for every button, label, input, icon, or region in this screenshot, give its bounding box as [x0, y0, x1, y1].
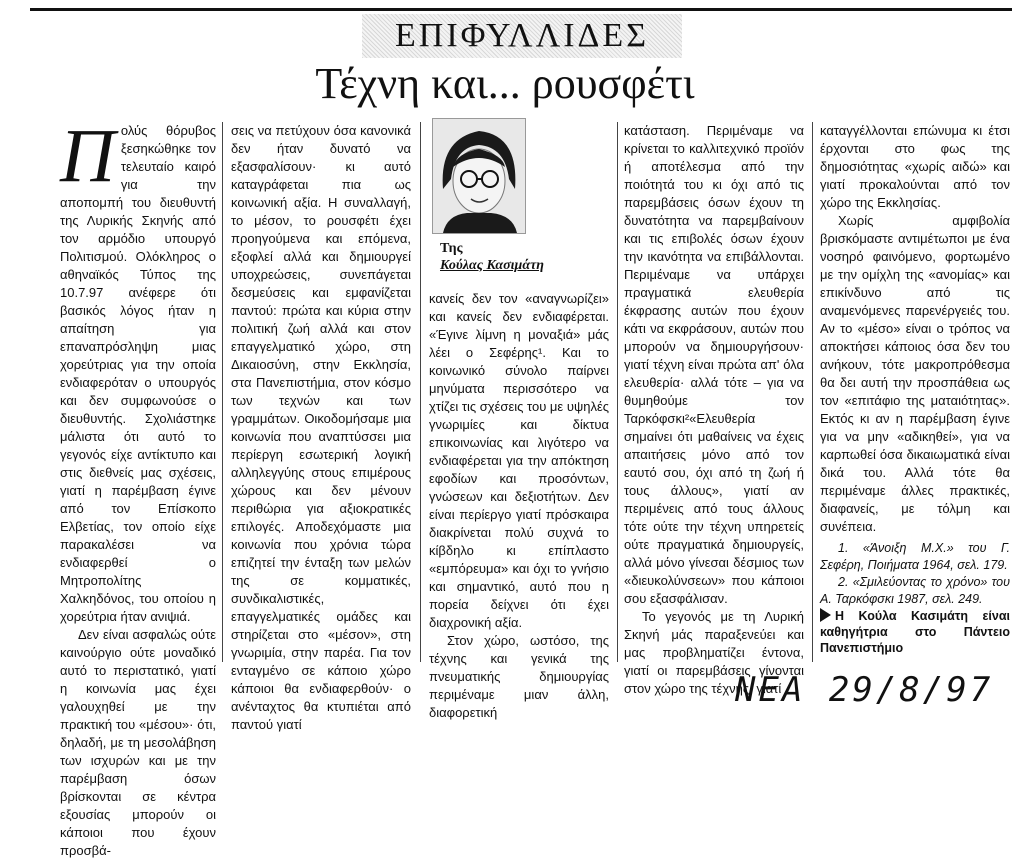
paragraph: Χωρίς αμφιβολία βρισκόμαστε αντιμέτωποι με ένα νοσηρό φαινόμενο, φορτωμένο με την ομίχλη της «ανομίας» και επικίνδυνο από τις αναμενόμενες παρενέργειές του. Αν το «μέσο» είναι ο τρόπος να αποκτήσει κάποιος όσα δεν του ανήκουν, τότε μακροπρόθεσμα θα δει αυτή την προσπάθεια ως τον «επιτάφιο της ματαιότητας». Εκτός κι αν η παρέμβαση έγινε για να μην «αδικηθεί», για να καρπωθεί όσα δικαιωματικά είναι δικά του. Αλλά τότε θα περιμέναμε άλλες πρακτικές, διαφανείς, με τόλμη και συνέπεια. [820, 213, 1010, 534]
paragraph: Στον χώρο, ωστόσο, της τέχνης και γενικά της πνευματικής δημιουργίας περιμέναμε μιαν άλλη, διαφορετική [429, 633, 609, 720]
column-divider [420, 122, 421, 662]
column-1 [60, 114, 216, 860]
byline [440, 240, 608, 274]
footnote-1: 1. «Άνοιξη Μ.Χ.» του Γ. Σεφέρη, Ποιήματα 1964, σελ. 179. [820, 541, 1010, 572]
paragraph: καταγγέλλονται επώνυμα κι έτσι έρχονται στο φως της δημοσιότητας «χωρίς αιδώ» και γιατί προκαλούνται από τον χώρο της Εκκλησίας. [820, 123, 1010, 210]
article-headline: Τέχνη και... ρουσφέτι [315, 59, 695, 108]
column-3 [429, 290, 609, 722]
handwritten-date-annotation: ΝΕΑ 29/8/97 [735, 670, 994, 710]
paragraph: κατάσταση. Περιμέναμε να κρίνεται το καλλιτεχνικό προϊόν ή αποτέλεσμα από την ποιότητά του κι όχι από τις παρεμβάσεις όσων έχουν τη δυνατότητα να παρεμβαίνουν και τις επιβολές όσων έχουν την ικανότητα να επιβάλλονται. Περιμέναμε να υπάρχει πραγματικά ελευθερία έκφρασης αυτών που έχουν κάτι να εκφράσουν, αυτών που μπορούν να δημιουργήσουν· γιατί τέχνη είναι πρώτα απ' όλα ελευθερία· αλλά τότε – για να θυμηθούμε τον Ταρκόφσκι²«Ελευθερία σημαίνει ότι μαθαίνεις να έχεις απαιτήσεις μόνο από τον εαυτό σου, όχι από τη ζωή ή τους άλλους», γιατί αν περιμένεις από τους άλλους τότε ούτε την τέχνη υπηρετείς ούτε πραγματικά δημιουργείς, αλλά μόνο γίνεσαι δέσμιος των «διευκολύνσεων» που κάποιοι σου εξασφάλισαν. [624, 123, 804, 606]
column-divider [222, 122, 223, 662]
column-divider [617, 122, 618, 662]
paragraph: Το γεγονός με τη Λυρική Σκηνή μάς παραξενεύει και μας προβληματίζει έντονα, γιατί οι παρεμβάσεις γίνονται στον χώρο της τέχνης, γιατί [624, 609, 804, 696]
author-bio [820, 608, 1010, 656]
author-photo [432, 118, 526, 234]
column-4 [624, 122, 804, 698]
column-divider [812, 122, 813, 662]
author-bio-text: Η Κούλα Κασιμάτη είναι καθηγήτρια στο Πάντειο Πανεπιστήμιο [820, 609, 1010, 655]
portrait-image [433, 119, 525, 233]
paragraph: κανείς δεν τον «αναγνωρίζει» και κανείς δεν ενδιαφέρεται. «Έγινε λίμνη η μοναξιά» μάς λέει ο Σεφέρης¹. Και το κοινωνικό σύνολο παίρνει μηνύματα περισσότερο να χτίζει τις σχέσεις του με υψηλές γνωριμίες και δίκτυα επικοινωνίας και λιγότερο να ενδιαφέρεται για την απόκτηση εφοδίων και προσόντων, γνώσεων και δεξιοτήτων. Δεν είναι περίεργο γιατί πρόσκαιρα διακρίνεται πολύ συχνά το κίβδηλο κι επίπλαστο «εμπόρευμα» και όχι το γνήσιο και σημαντικό, αυτό που η πορεία δείχνει ότι έχει διαχρονική αξία. [429, 291, 609, 630]
triangle-bullet-icon [820, 608, 831, 622]
top-rule [30, 8, 1012, 11]
drop-cap: Π [60, 114, 115, 198]
column-5 [820, 122, 1010, 656]
column-2 [231, 122, 411, 734]
section-kicker: ΕΠΙΦΥΛΛΙΔΕΣ [395, 17, 649, 54]
paragraph [60, 114, 216, 626]
byline-prefix: Της [440, 241, 463, 256]
footnote-2: 2. «Σμιλεύοντας το χρόνο» του Α. Ταρκόφσκι 1987, σελ. 249. [820, 575, 1010, 606]
paragraph: σεις να πετύχουν όσα κανονικά δεν ήταν δυνατό να εξασφαλίσουν· κι αυτό καταγράφεται πια ως κοινωνική αξία. Η συναλλαγή, το μέσον, το ρουσφέτι έχει προηγούμενα και επόμενα, εξοφλεί αλλά και δημιουργεί υποχρεώσεις, συνεπάγεται δεσμεύσεις και εμφανίζεται παντού: πρώτα και κύρια στην πολιτική ζωή αλλά και στον επαγγελματικό χώρο, στη Δικαιοσύνη, στην Εκκλησία, στα Πανεπιστήμια, στον κόσμο των τεχνών και των γραμμάτων. Οικοδομήσαμε μια κοινωνία που αναπτύσσει μια περίεργη εσωτερική λογική αλληλεγγύης στους επιμέρους χώρους και δεν μένουν περιθώρια για αξιοκρατικές επιλογές. Αποδεχόμαστε μια κοινωνία που χρόνια τώρα επιζητεί την ένταξη των μελών της σε κομματικές, συνδικαλιστικές, επαγγελματικές ομάδες και στηρίζεται στο «μέσον», στη γνωριμία, στην παρέα. Για τον ενταγμένο σε κάποιο χώρο κάποιοι θα ενδιαφερθούν· ο ανένταχτος θα κτυπιέται από παντού γιατί [231, 123, 411, 732]
paragraph: Δεν είναι ασφαλώς ούτε καινούργιο ούτε μοναδικό αυτό το περιστατικό, γιατί η κοινωνία μας έχει γαλουχηθεί με την πρακτική του «μέσου»· ότι, δηλαδή, με τη μεσολάβηση των ισχυρών και με την παρέμβαση όσων βρίσκονται σε κέντρα εξουσίας μπορούν οι κάποιοι που έχουν προσβά- [60, 627, 216, 858]
paragraph-text: ολύς θόρυβος ξεσηκώθηκε τον τελευταίο καιρό για την αποπομπή του διευθυντή της Λυρικής Σκηνής από τον αρμόδιο υπουργό Πολιτισμού. Ολόκληρος ο αθηναϊκός Τύπος της 10.7.97 ανέφερε ότι βασικός λόγος ήταν η απαίτηση για επαναπρόσληψη μιας χορεύτριας για την οποία ενδιαφερόταν ο υπουργός και δεν συμφωνούσε ο διευθυντής. Σχολιάστηκε μάλιστα ότι αυτό το γεγονός είχε αντίκτυπο και στις διεθνείς μας σχέσεις, γιατί η παρέμβαση έγινε από τον Επίσκοπο Ελβετίας, τον οποίο είχε παρακαλέσει να ενδιαφερθεί ο Μητροπολίτης Χαλκηδόνος, του οποίου η χορεύτρια ήταν ανιψιά. [60, 123, 216, 624]
byline-author: Κούλας Κασιμάτη [440, 258, 544, 273]
kicker-background [362, 14, 682, 58]
